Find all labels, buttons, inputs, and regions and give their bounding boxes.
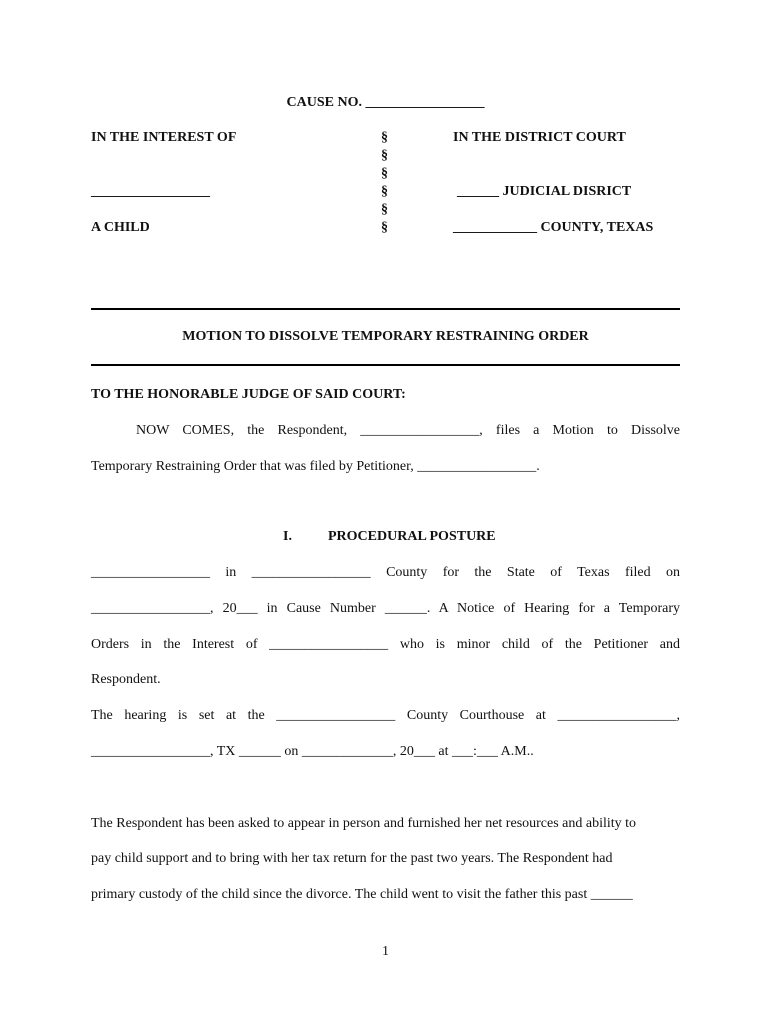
posture-line: Respondent.	[91, 672, 161, 687]
caption-county-label: ____________ COUNTY, TEXAS	[453, 220, 654, 235]
posture-line: _________________, TX ______ on _____________, 20___ at ___:___ A.M..	[91, 744, 534, 759]
body-line: The Respondent has been asked to appear in person and furnished her net resources and ability to	[91, 816, 637, 831]
section-symbol: §	[381, 148, 388, 163]
posture-line: The hearing is set at the _________________ County Courthouse at _________________,	[91, 708, 680, 723]
title-rule-top	[91, 308, 680, 310]
intro-line-2: Temporary Restraining Order that was filed by Petitioner, _________________.	[91, 459, 540, 474]
body-line: primary custody of the child since the divorce. The child went to visit the father this past ______	[91, 887, 633, 902]
section-symbol: §	[381, 202, 388, 217]
page-number: 1	[382, 944, 389, 959]
caption-court-label: IN THE DISTRICT COURT	[453, 130, 626, 145]
intro-line-1: NOW COMES, the Respondent, _________________, files a Motion to Dissolve	[136, 423, 680, 438]
section-symbol: §	[381, 130, 388, 145]
salutation: TO THE HONORABLE JUDGE OF SAID COURT:	[91, 387, 406, 402]
section-symbol: §	[381, 220, 388, 235]
caption-child-label: A CHILD	[91, 220, 150, 235]
section-symbol: §	[381, 166, 388, 181]
caption-interest-label: IN THE INTEREST OF	[91, 130, 237, 145]
document-title: MOTION TO DISSOLVE TEMPORARY RESTRAINING ORDER	[182, 329, 589, 344]
caption-name-blank: _________________	[91, 184, 210, 199]
posture-line: Orders in the Interest of _________________ who is minor child of the Petitioner and	[91, 637, 680, 652]
section-symbol: §	[381, 184, 388, 199]
title-rule-bottom	[91, 364, 680, 366]
cause-number: CAUSE NO. _________________	[286, 95, 485, 110]
section-heading: PROCEDURAL POSTURE	[328, 529, 496, 544]
caption-district-label: ______ JUDICIAL DISRICT	[457, 184, 632, 199]
posture-line: _________________, 20___ in Cause Number ______. A Notice of Hearing for a Temporary	[91, 601, 680, 616]
posture-line: _________________ in _________________ County for the State of Texas filed on	[91, 565, 680, 580]
section-number: I.	[283, 529, 292, 544]
body-line: pay child support and to bring with her tax return for the past two years. The Respondent had	[91, 851, 613, 866]
